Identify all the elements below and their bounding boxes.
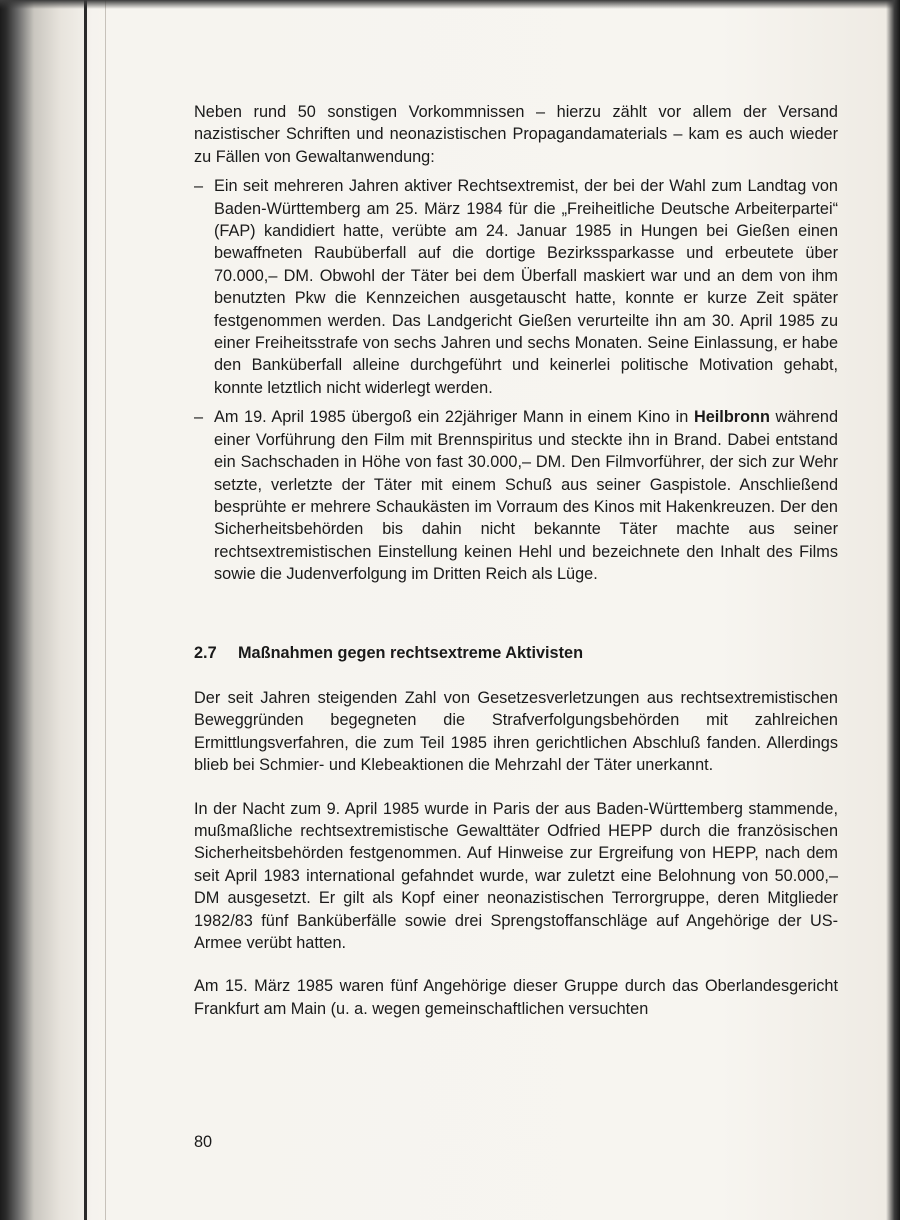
paragraph: In der Nacht zum 9. April 1985 wurde in Paris der aus Baden-Württemberg stammende, mußmaßliche rechtsextremistische Gewalttäter Odfried HEPP durch die französischen Sicherheitsbehörden festgenommen. Auf Hinweise zur Ergreifung von HEPP, nach dem seit April 1983 international gefahndet wurde, war zuletzt eine Belohnung von 50.000,– DM ausgesetzt. Er gilt als Kopf einer neonazistischen Terrorgruppe, deren Mitglieder 1982/83 fünf Banküberfälle sowie drei Sprengstoffanschläge auf Angehörige der US-Armee verübt hatten.	[194, 799, 838, 952]
list-item-text: Ein seit mehreren Jahren aktiver Rechtsextremist, der bei der Wahl zum Landtag von Baden-Württemberg am 25. März 1984 für die „Freiheitliche Deutsche Arbeiterpartei“ (FAP) kandidiert hatte, verübte am 24. Januar 1985 in Hungen bei Gießen einen bewaffneten Raubüberfall auf die dortige Bezirkssparkasse und erbeutete über 70.000,– DM. Obwohl der Täter bei dem Überfall maskiert war und an dem von ihm benutzten Pkw die Kennzeichen ausgetauscht hatte, konnte er kurze Zeit später festgenommen werden. Das Landgericht Gießen verurteilte ihn am 30. April 1985 zu einer Freiheitsstrafe von sechs Jahren und sechs Monaten. Seine Einlassung, er habe den Banküberfall alleine durchgeführt und keinerlei politische Motivation gehabt, konnte letztlich nicht widerlegt werden.	[214, 177, 838, 397]
paragraph: Der seit Jahren steigenden Zahl von Gesetzesverletzungen aus rechtsextremistischen Beweggründen begegneten die Strafverfolgungsbehörden mit zahlreichen Ermittlungsverfahren, die zum Teil 1985 ihren gerichtlichen Abschluß fanden. Allerdings blieb bei Schmier- und Klebeaktionen die Mehrzahl der Täter unerkannt.	[194, 688, 838, 775]
right-page-edge	[886, 0, 900, 1220]
list-item-text-before: Am 19. April 1985 übergoß ein 22jähriger Mann in einem Kino in	[214, 408, 694, 427]
list-dash: –	[194, 177, 204, 196]
list-item	[194, 406, 838, 585]
intro-paragraph: Neben rund 50 sonstigen Vorkommnissen – hierzu zählt vor allem der Versand nazistischer Schriften und neonazistischen Propagandamaterials – kam es auch wieder zu Fällen von Gewaltanwendung:	[194, 103, 838, 166]
section-number: 2.7	[194, 643, 217, 662]
book-binding-shadow	[0, 0, 92, 1220]
section-title: Maßnahmen gegen rechtsextreme Aktivisten	[238, 643, 584, 662]
list-dash: –	[194, 408, 204, 427]
binding-edge-line	[84, 0, 87, 1220]
top-edge-shadow	[0, 0, 900, 9]
body-text	[194, 101, 838, 1020]
section-heading	[194, 642, 838, 664]
paragraph: Am 15. März 1985 waren fünf Angehörige dieser Gruppe durch das Oberlandesgericht Frankfurt am Main (u. a. wegen gemeinschaftlichen versuchten	[194, 977, 838, 1018]
list-item-text-after: während einer Vorführung den Film mit Brennspiritus und steckte ihn in Brand. Dabei entstand ein Sachschaden in Höhe von fast 30.000,– DM. Den Filmvorführer, der sich zur Wehr setzte, verletzte der Täter mit einem Schuß aus seiner Gaspistole. Anschließend besprühte er mehrere Schaukästen im Vorraum des Kinos mit Hakenkreuzen. Der den Sicherheitsbehörden bis dahin nicht bekannte Täter machte aus seiner rechtsextremistischen Einstellung keinen Hehl und bezeichnete den Inhalt des Films sowie die Judenverfolgung im Dritten Reich als Lüge.	[214, 408, 838, 584]
page-fold-line	[105, 0, 106, 1220]
list-item	[194, 175, 838, 399]
list-item-bold-place: Heilbronn	[693, 408, 770, 427]
page-number: 80	[194, 1133, 213, 1151]
